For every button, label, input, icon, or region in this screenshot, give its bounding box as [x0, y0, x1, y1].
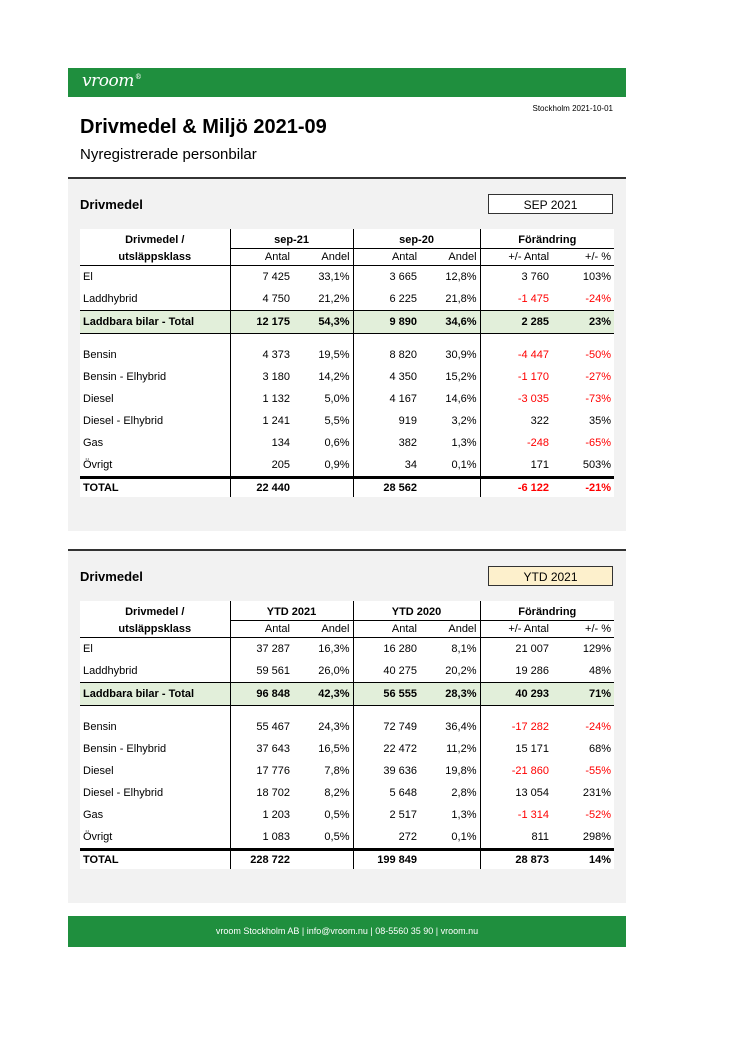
- cell-value: -55%: [585, 765, 611, 777]
- report-date: Stockholm 2021-10-01: [532, 104, 613, 113]
- cell-value: 21 007: [480, 638, 552, 661]
- cell-value: 40 293: [480, 683, 552, 706]
- cell-value: 34: [353, 454, 420, 478]
- row-label: El: [83, 271, 93, 283]
- row-label: El: [83, 643, 93, 655]
- cell-value: 13 054: [480, 782, 552, 804]
- cell-value: -248: [480, 432, 552, 454]
- cell-value: 24,3%: [318, 721, 350, 733]
- cell-value: 20,2%: [445, 665, 477, 677]
- cell-value: 56 555: [353, 683, 420, 706]
- cell-value: 35%: [589, 415, 612, 427]
- table-row: [80, 660, 614, 683]
- cell-value: 205: [230, 454, 293, 478]
- cell-value: 19,8%: [445, 765, 477, 777]
- cell-value: 37 643: [230, 738, 293, 760]
- cell-value: 2 285: [480, 311, 552, 334]
- cell-value: -27%: [585, 371, 612, 383]
- cell-value: -6 122: [480, 478, 552, 498]
- cell-value: 5 648: [353, 782, 420, 804]
- sub-header: +/- %: [552, 249, 614, 266]
- cell-value: 16 280: [353, 638, 420, 661]
- cell-value: 7,8%: [324, 765, 350, 777]
- cell-value: 8 820: [353, 344, 420, 366]
- cell-value: 15 171: [480, 738, 552, 760]
- row-label: Bensin: [83, 349, 117, 361]
- cell-value: 33,1%: [318, 271, 350, 283]
- col-header-type-2: utsläppsklass: [80, 621, 230, 638]
- table-row: [80, 638, 614, 661]
- cell-value: 68%: [588, 743, 611, 755]
- sub-header: +/- Antal: [480, 249, 552, 266]
- cell-value: 11,2%: [446, 743, 477, 755]
- cell-value: 22 440: [230, 478, 293, 498]
- cell-value: -65%: [585, 437, 612, 449]
- cell-value: 171: [480, 454, 552, 478]
- cell-value: [293, 850, 353, 870]
- cell-value: 16,5%: [318, 743, 350, 755]
- cell-value: 30,9%: [445, 349, 477, 361]
- cell-value: 919: [353, 410, 420, 432]
- cell-value: 6 225: [353, 288, 420, 311]
- row-label: Laddhybrid: [83, 665, 138, 677]
- table-row: [80, 782, 614, 804]
- cell-value: 48%: [588, 665, 611, 677]
- cell-value: 8,2%: [324, 787, 350, 799]
- cell-value: 14,6%: [445, 393, 477, 405]
- group-previous: YTD 2020: [353, 601, 480, 621]
- cell-value: -21%: [552, 478, 614, 498]
- subtotal-row: [80, 311, 614, 334]
- table-row: [80, 804, 614, 826]
- row-label: Övrigt: [83, 831, 113, 843]
- cell-value: 16,3%: [318, 643, 350, 655]
- cell-value: 22 472: [353, 738, 420, 760]
- page-title: Drivmedel & Miljö 2021-09: [80, 116, 327, 138]
- cell-value: 1,3%: [451, 437, 477, 449]
- cell-value: 298%: [582, 831, 611, 843]
- row-label: Laddbara bilar - Total: [80, 683, 230, 706]
- row-label: Bensin: [83, 721, 117, 733]
- cell-value: -17 282: [480, 716, 552, 738]
- cell-value: 4 373: [230, 344, 293, 366]
- cell-value: 811: [480, 826, 552, 850]
- row-label: Diesel: [83, 393, 114, 405]
- cell-value: 15,2%: [445, 371, 477, 383]
- cell-value: 12 175: [230, 311, 293, 334]
- cell-value: 5,0%: [324, 393, 350, 405]
- cell-value: 17 776: [230, 760, 293, 782]
- cell-value: 4 350: [353, 366, 420, 388]
- section-ytd: [68, 549, 626, 903]
- cell-value: 0,5%: [324, 831, 350, 843]
- cell-value: 272: [353, 826, 420, 850]
- cell-value: 36,4%: [445, 721, 477, 733]
- cell-value: -24%: [585, 293, 612, 305]
- cell-value: [293, 478, 353, 498]
- page-subtitle: Nyregistrerade personbilar: [80, 146, 257, 163]
- cell-value: 39 636: [353, 760, 420, 782]
- cell-value: 2 517: [353, 804, 420, 826]
- sub-header: Antal: [230, 249, 293, 266]
- table-row: [80, 410, 614, 432]
- col-header-type: Drivmedel /: [125, 606, 185, 619]
- cell-value: -1 475: [480, 288, 552, 311]
- table-row: [80, 344, 614, 366]
- cell-value: 0,5%: [324, 809, 350, 821]
- cell-value: 19,5%: [318, 349, 350, 361]
- sub-header: +/- Antal: [480, 621, 552, 638]
- cell-value: -21 860: [480, 760, 552, 782]
- row-label: Diesel: [83, 765, 114, 777]
- group-current: sep-21: [230, 229, 353, 249]
- table-row: [80, 454, 614, 478]
- total-row: [80, 850, 614, 870]
- cell-value: 34,6%: [420, 311, 480, 334]
- cell-value: 5,5%: [324, 415, 350, 427]
- group-current: YTD 2021: [230, 601, 353, 621]
- cell-value: 322: [480, 410, 552, 432]
- period-badge: SEP 2021: [488, 194, 613, 214]
- sub-header: Andel: [420, 621, 480, 638]
- cell-value: 18 702: [230, 782, 293, 804]
- brand-bar: [68, 68, 626, 97]
- cell-value: 503%: [582, 459, 612, 471]
- cell-value: 0,1%: [451, 459, 477, 471]
- cell-value: 26,0%: [318, 665, 350, 677]
- cell-value: 0,6%: [324, 437, 350, 449]
- cell-value: 54,3%: [293, 311, 353, 334]
- section-month: [68, 177, 626, 531]
- cell-value: 1 241: [230, 410, 293, 432]
- fuel-table-month: [80, 229, 614, 497]
- table-row: [80, 738, 614, 760]
- cell-value: 28 562: [353, 478, 420, 498]
- cell-value: 382: [353, 432, 420, 454]
- cell-value: 2,8%: [451, 787, 477, 799]
- cell-value: -3 035: [480, 388, 552, 410]
- row-label: TOTAL: [80, 478, 230, 498]
- row-label: Bensin - Elhybrid: [83, 371, 167, 383]
- table-row: [80, 826, 614, 850]
- table-row: [80, 716, 614, 738]
- cell-value: 23%: [552, 311, 614, 334]
- cell-value: 3,2%: [451, 415, 477, 427]
- cell-value: -52%: [585, 809, 611, 821]
- cell-value: 1 083: [230, 826, 293, 850]
- period-badge: YTD 2021: [488, 566, 613, 586]
- group-previous: sep-20: [353, 229, 480, 249]
- cell-value: [420, 850, 480, 870]
- cell-value: 40 275: [353, 660, 420, 683]
- cell-value: -1 314: [480, 804, 552, 826]
- cell-value: 1,3%: [451, 809, 477, 821]
- cell-value: 1 132: [230, 388, 293, 410]
- cell-value: -24%: [585, 721, 611, 733]
- section-title: Drivmedel: [80, 569, 143, 584]
- cell-value: 7 425: [230, 266, 293, 289]
- sub-header: Andel: [293, 249, 353, 266]
- table-row: [80, 288, 614, 311]
- row-label: TOTAL: [80, 850, 230, 870]
- cell-value: [420, 478, 480, 498]
- cell-value: -73%: [585, 393, 612, 405]
- cell-value: 12,8%: [445, 271, 477, 283]
- sub-header: Antal: [353, 249, 420, 266]
- cell-value: 4 167: [353, 388, 420, 410]
- cell-value: 28 873: [480, 850, 552, 870]
- cell-value: 199 849: [353, 850, 420, 870]
- table-row: [80, 266, 614, 289]
- col-header-type-2: utsläppsklass: [80, 249, 230, 266]
- cell-value: 1 203: [230, 804, 293, 826]
- group-change: Förändring: [480, 601, 614, 621]
- cell-value: 21,8%: [445, 293, 477, 305]
- row-label: Laddhybrid: [83, 293, 138, 305]
- cell-value: 14%: [552, 850, 614, 870]
- cell-value: 71%: [552, 683, 614, 706]
- sub-header: Antal: [353, 621, 420, 638]
- total-row: [80, 478, 614, 498]
- row-label: Gas: [83, 437, 104, 449]
- row-label: Diesel - Elhybrid: [83, 415, 164, 427]
- row-label: Diesel - Elhybrid: [83, 787, 164, 799]
- sub-header: +/- %: [552, 621, 614, 638]
- cell-value: 228 722: [230, 850, 293, 870]
- cell-value: 59 561: [230, 660, 293, 683]
- cell-value: 42,3%: [293, 683, 353, 706]
- sub-header: Andel: [420, 249, 480, 266]
- cell-value: 0,1%: [451, 831, 477, 843]
- cell-value: 3 760: [480, 266, 552, 289]
- cell-value: 37 287: [230, 638, 293, 661]
- section-title: Drivmedel: [80, 197, 143, 212]
- cell-value: -50%: [585, 349, 612, 361]
- row-label: Bensin - Elhybrid: [83, 743, 167, 755]
- group-change: Förändring: [480, 229, 614, 249]
- sub-header: Antal: [230, 621, 293, 638]
- vroom-logo: vroom®: [82, 71, 142, 91]
- cell-value: 231%: [582, 787, 611, 799]
- table-row: [80, 366, 614, 388]
- cell-value: 4 750: [230, 288, 293, 311]
- fuel-table-ytd: [80, 601, 614, 869]
- cell-value: 96 848: [230, 683, 293, 706]
- cell-value: -1 170: [480, 366, 552, 388]
- cell-value: 19 286: [480, 660, 552, 683]
- row-label: Övrigt: [83, 459, 113, 471]
- cell-value: 14,2%: [318, 371, 350, 383]
- row-label: Gas: [83, 809, 104, 821]
- table-row: [80, 432, 614, 454]
- cell-value: 3 665: [353, 266, 420, 289]
- cell-value: 134: [230, 432, 293, 454]
- cell-value: 0,9%: [324, 459, 350, 471]
- cell-value: 129%: [582, 643, 611, 655]
- cell-value: 103%: [582, 271, 612, 283]
- sub-header: Andel: [293, 621, 353, 638]
- footer-bar: vroom Stockholm AB | info@vroom.nu | 08-5560 35 90 | vroom.nu: [68, 916, 626, 947]
- cell-value: 72 749: [353, 716, 420, 738]
- cell-value: 9 890: [353, 311, 420, 334]
- cell-value: -4 447: [480, 344, 552, 366]
- table-row: [80, 760, 614, 782]
- cell-value: 28,3%: [420, 683, 480, 706]
- cell-value: 3 180: [230, 366, 293, 388]
- cell-value: 55 467: [230, 716, 293, 738]
- row-label: Laddbara bilar - Total: [80, 311, 230, 334]
- cell-value: 21,2%: [318, 293, 350, 305]
- cell-value: 8,1%: [451, 643, 477, 655]
- subtotal-row: [80, 683, 614, 706]
- table-row: [80, 388, 614, 410]
- col-header-type: Drivmedel /: [125, 234, 185, 247]
